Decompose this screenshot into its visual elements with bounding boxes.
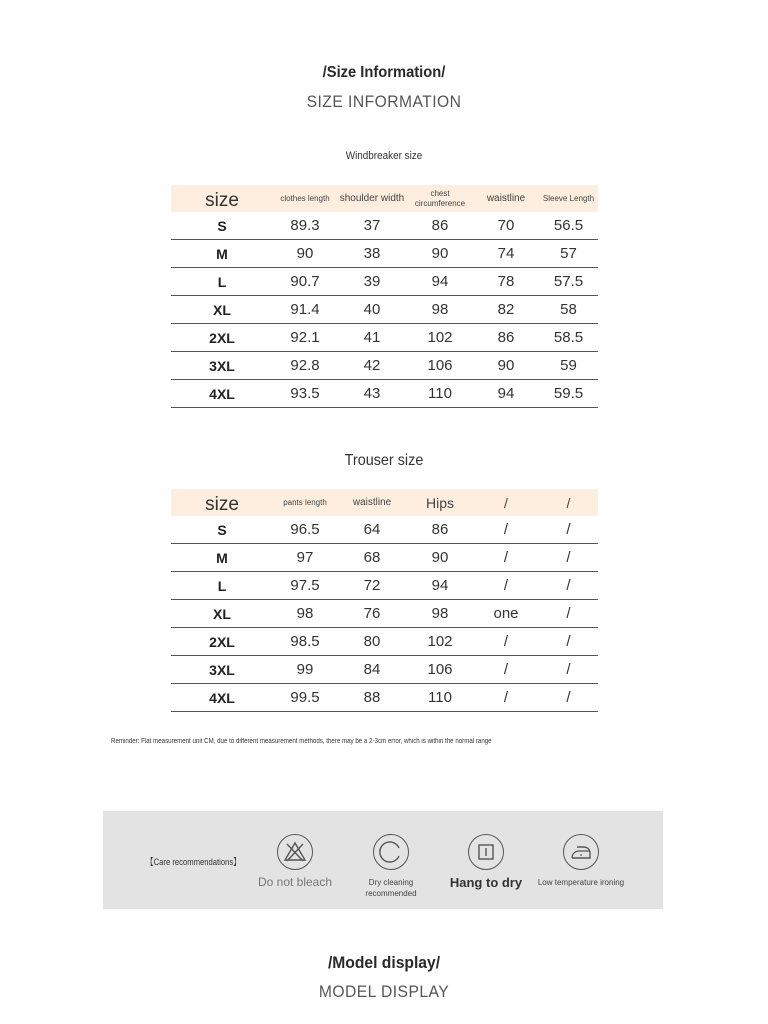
care-item-hang-dry bbox=[438, 834, 534, 888]
size-label-cell: 3XL bbox=[171, 352, 273, 380]
size-label-cell: 2XL bbox=[171, 628, 273, 656]
measurement-cell: 68 bbox=[337, 544, 407, 572]
size-label-cell: XL bbox=[171, 600, 273, 628]
measurement-cell: 70 bbox=[473, 212, 539, 240]
header-hips: Hips bbox=[407, 489, 473, 516]
measurement-cell: 74 bbox=[473, 240, 539, 268]
table-row bbox=[171, 572, 598, 600]
measurement-cell: 94 bbox=[473, 380, 539, 408]
care-item-no-bleach bbox=[247, 834, 343, 888]
measurement-cell: / bbox=[473, 684, 539, 712]
measurement-cell: 91.4 bbox=[273, 296, 337, 324]
measurement-cell: / bbox=[539, 600, 598, 628]
measurement-cell: 97.5 bbox=[273, 572, 337, 600]
measurement-cell: 41 bbox=[337, 324, 407, 352]
table-row bbox=[171, 212, 598, 240]
table-row bbox=[171, 600, 598, 628]
header-pants-length: pants length bbox=[273, 489, 337, 516]
care-label: Low temperature ironing bbox=[537, 878, 625, 887]
measurement-cell: 106 bbox=[407, 352, 473, 380]
size-label-cell: M bbox=[171, 544, 273, 572]
model-display-subtitle: MODEL DISPLAY bbox=[318, 982, 450, 1001]
measurement-cell: 106 bbox=[407, 656, 473, 684]
size-label-cell: S bbox=[171, 212, 273, 240]
measurement-cell: / bbox=[473, 544, 539, 572]
measurement-cell: 38 bbox=[337, 240, 407, 268]
size-label-cell: 4XL bbox=[171, 684, 273, 712]
low-iron-icon bbox=[563, 834, 599, 870]
measurement-cell: 42 bbox=[337, 352, 407, 380]
care-label: Dry cleaning recommended bbox=[365, 878, 417, 898]
size-label-cell: 3XL bbox=[171, 656, 273, 684]
measurement-cell: 86 bbox=[407, 516, 473, 544]
header-size: size bbox=[171, 489, 273, 516]
table-row bbox=[171, 544, 598, 572]
measurement-cell: 90 bbox=[407, 240, 473, 268]
table-row bbox=[171, 380, 598, 408]
care-item-low-iron bbox=[533, 834, 629, 888]
dry-clean-icon bbox=[373, 834, 409, 870]
measurement-cell: 84 bbox=[337, 656, 407, 684]
measurement-cell: / bbox=[473, 516, 539, 544]
header-clothes-length: clothes length bbox=[273, 185, 337, 212]
table-row bbox=[171, 684, 598, 712]
size-label-cell: L bbox=[171, 268, 273, 296]
measurement-cell: 57.5 bbox=[539, 268, 598, 296]
measurement-cell: 102 bbox=[407, 324, 473, 352]
trouser-caption: Trouser size bbox=[344, 452, 424, 469]
measurement-cell: 110 bbox=[407, 684, 473, 712]
measurement-cell: 40 bbox=[337, 296, 407, 324]
size-label-cell: XL bbox=[171, 296, 273, 324]
measurement-cell: 72 bbox=[337, 572, 407, 600]
measurement-cell: 58 bbox=[539, 296, 598, 324]
measurement-cell: 102 bbox=[407, 628, 473, 656]
table-header-row bbox=[171, 489, 598, 516]
measurement-cell: 56.5 bbox=[539, 212, 598, 240]
table-row bbox=[171, 656, 598, 684]
measurement-cell: 98 bbox=[407, 296, 473, 324]
measurement-cell: / bbox=[539, 684, 598, 712]
header-empty-1: / bbox=[473, 489, 539, 516]
measurement-cell: 92.8 bbox=[273, 352, 337, 380]
measurement-cell: / bbox=[473, 572, 539, 600]
measurement-cell: 99 bbox=[273, 656, 337, 684]
measurement-cell: 98.5 bbox=[273, 628, 337, 656]
measurement-reminder: Reminder: Flat measurement unit CM, due to different measurement methods, there may be a 2-3cm error, which is within the normal range bbox=[111, 738, 492, 745]
windbreaker-caption: Windbreaker size bbox=[345, 150, 423, 162]
size-info-subtitle: SIZE INFORMATION bbox=[306, 92, 462, 111]
measurement-cell: 90 bbox=[473, 352, 539, 380]
header-chest-circumference: chest circumference bbox=[407, 185, 473, 212]
windbreaker-size-table bbox=[171, 185, 598, 408]
measurement-cell: / bbox=[539, 516, 598, 544]
measurement-cell: 43 bbox=[337, 380, 407, 408]
table-row bbox=[171, 240, 598, 268]
measurement-cell: 92.1 bbox=[273, 324, 337, 352]
measurement-cell: 88 bbox=[337, 684, 407, 712]
table-row bbox=[171, 296, 598, 324]
table-row bbox=[171, 268, 598, 296]
measurement-cell: / bbox=[539, 628, 598, 656]
measurement-cell: 94 bbox=[407, 268, 473, 296]
measurement-cell: 78 bbox=[473, 268, 539, 296]
measurement-cell: one bbox=[473, 600, 539, 628]
header-shoulder-width: shoulder width bbox=[337, 185, 407, 212]
measurement-cell: 89.3 bbox=[273, 212, 337, 240]
header-sleeve-length: Sleeve Length bbox=[539, 185, 598, 212]
measurement-cell: 98 bbox=[273, 600, 337, 628]
measurement-cell: 59.5 bbox=[539, 380, 598, 408]
size-label-cell: L bbox=[171, 572, 273, 600]
header-waistline: waistline bbox=[337, 489, 407, 516]
trouser-size-table bbox=[171, 489, 598, 712]
care-label: Do not bleach bbox=[257, 875, 333, 889]
no-bleach-icon bbox=[277, 834, 313, 870]
table-row bbox=[171, 352, 598, 380]
header-size: size bbox=[171, 185, 273, 212]
care-item-dry-clean bbox=[343, 834, 439, 899]
measurement-cell: 90.7 bbox=[273, 268, 337, 296]
care-title: 【Care recommendations】 bbox=[146, 857, 241, 867]
care-label: Hang to dry bbox=[449, 875, 523, 890]
table-row bbox=[171, 628, 598, 656]
measurement-cell: 76 bbox=[337, 600, 407, 628]
measurement-cell: 98 bbox=[407, 600, 473, 628]
measurement-cell: 90 bbox=[407, 544, 473, 572]
measurement-cell: 37 bbox=[337, 212, 407, 240]
hang-dry-icon bbox=[468, 834, 504, 870]
header-waistline: waistline bbox=[473, 185, 539, 212]
measurement-cell: 94 bbox=[407, 572, 473, 600]
size-label-cell: M bbox=[171, 240, 273, 268]
measurement-cell: 110 bbox=[407, 380, 473, 408]
measurement-cell: 59 bbox=[539, 352, 598, 380]
size-info-title: /Size Information/ bbox=[322, 64, 446, 81]
measurement-cell: 39 bbox=[337, 268, 407, 296]
measurement-cell: 80 bbox=[337, 628, 407, 656]
table-header-row bbox=[171, 185, 598, 212]
measurement-cell: 82 bbox=[473, 296, 539, 324]
measurement-cell: 90 bbox=[273, 240, 337, 268]
measurement-cell: / bbox=[539, 572, 598, 600]
measurement-cell: 58.5 bbox=[539, 324, 598, 352]
measurement-cell: / bbox=[539, 544, 598, 572]
header-empty-2: / bbox=[539, 489, 598, 516]
measurement-cell: 96.5 bbox=[273, 516, 337, 544]
size-label-cell: 4XL bbox=[171, 380, 273, 408]
table-row bbox=[171, 324, 598, 352]
measurement-cell: / bbox=[473, 656, 539, 684]
size-label-cell: 2XL bbox=[171, 324, 273, 352]
measurement-cell: 86 bbox=[473, 324, 539, 352]
model-display-title: /Model display/ bbox=[327, 953, 441, 972]
measurement-cell: 86 bbox=[407, 212, 473, 240]
measurement-cell: 97 bbox=[273, 544, 337, 572]
measurement-cell: 57 bbox=[539, 240, 598, 268]
measurement-cell: 99.5 bbox=[273, 684, 337, 712]
size-label-cell: S bbox=[171, 516, 273, 544]
table-row bbox=[171, 516, 598, 544]
measurement-cell: / bbox=[473, 628, 539, 656]
measurement-cell: / bbox=[539, 656, 598, 684]
measurement-cell: 64 bbox=[337, 516, 407, 544]
measurement-cell: 93.5 bbox=[273, 380, 337, 408]
